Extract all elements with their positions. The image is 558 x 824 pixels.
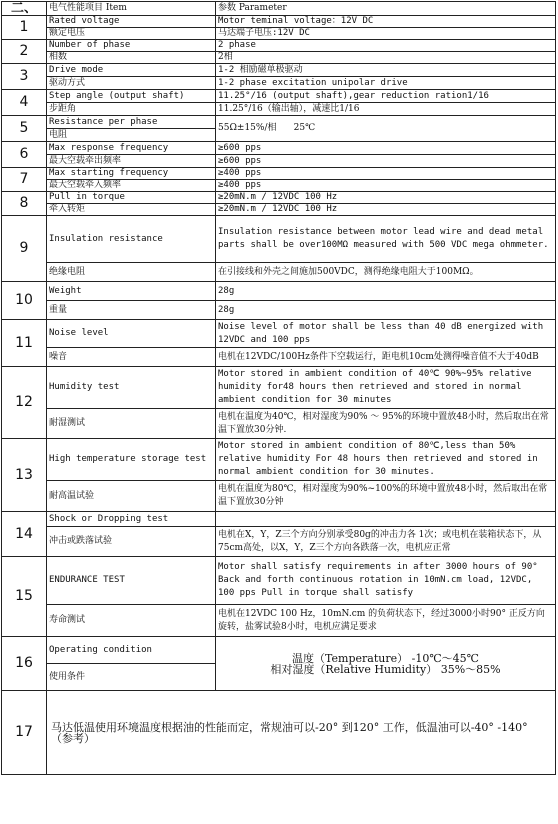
item-cn: 重量 [47,301,216,320]
item-en: Shock or Dropping test [47,512,216,527]
table-row [2,282,556,301]
param-cn: 2相 [216,52,556,64]
item-en: Noise level [47,320,216,348]
row-number: 9 [2,216,47,282]
operating-condition-param [216,637,556,691]
item-en: Pull in torque [47,192,216,204]
table-row [2,263,556,282]
row-number: 11 [2,320,47,367]
param-cn: 在引接线和外壳之间施加500VDC，测得绝缘电阻大于100MΩ。 [216,263,556,282]
item-cn: 最大空载牵入频率 [47,180,216,192]
param-en [216,512,556,527]
param-cn: 马达端子电压:12V DC [216,28,556,40]
table-row [2,557,556,605]
param-en: Motor shall satisfy requirements in after 3000 hours of 90° Back and forth continuous rotation in 10mN.cm load, 12VDC, 100 pps Pull in torque shall satisfy [216,557,556,605]
item-cn: 冲击或跌落试验 [47,527,216,557]
item-en: Max starting frequency [47,168,216,180]
table-row [2,605,556,637]
row-number: 1 [2,16,47,40]
param-cn: 1-2 phase excitation unipolar drive [216,77,556,90]
param-en: 1-2 相励磁单极驱动 [216,64,556,77]
table-row [2,28,556,40]
table-row [2,320,556,348]
header-section-number: 二、 [2,2,47,16]
param-en: ≥400 pps [216,168,556,180]
row-number: 6 [2,142,47,168]
param-en: Motor stored in ambient condition of 80℃,less than 50% relative humidity For 48 hours then retrieved and stored in normal ambient condition for 30 minutes. [216,439,556,481]
item-en: Step angle (output shaft) [47,90,216,103]
table-row [2,180,556,192]
row-number: 10 [2,282,47,320]
item-cn: 牵入转矩 [47,204,216,216]
item-cn: 耐湿测试 [47,409,216,439]
table-row [2,348,556,367]
param-en: ≥600 pps [216,142,556,155]
item-en: Weight [47,282,216,301]
item-en: Insulation resistance [47,216,216,263]
table-row [2,168,556,180]
temperature-range: 温度（Temperature） -10℃～45℃ [292,651,479,665]
table-row [2,40,556,52]
item-en: Number of phase [47,40,216,52]
table-row [2,512,556,527]
table-row [2,481,556,512]
item-en: High temperature storage test [47,439,216,481]
item-cn: 最大空载牵出频率 [47,155,216,168]
table-row [2,64,556,77]
param-en: ≥20mN.m / 12VDC 100 Hz [216,192,556,204]
param-cn: ≥400 pps [216,180,556,192]
row-number: 17 [2,691,47,775]
table-row [2,204,556,216]
item-cn: 步距角 [47,103,216,116]
param-cn: 11.25°/16（输出轴），减速比1/16 [216,103,556,116]
table-row [2,116,556,129]
table-row [2,77,556,90]
row-number: 15 [2,557,47,637]
electrical-spec-table [1,1,556,775]
row-number: 2 [2,40,47,64]
param-en: Insulation resistance between motor lead wire and dead metal parts shall be over100MΩ measured with 500 VDC mega ohmmeter. [216,216,556,263]
item-cn: 绝缘电阻 [47,263,216,282]
row-number: 16 [2,637,47,691]
row-number: 14 [2,512,47,557]
param-cn: 电机在温度为80℃，相对湿度为90%~100%的环境中置放48小时，然后取出在常温下置放30分钟 [216,481,556,512]
header-row [2,2,556,16]
humidity-range: 相对湿度（Relative Humidity） 35%～85% [270,662,501,676]
row-number: 8 [2,192,47,216]
row-number: 5 [2,116,47,142]
item-cn: 额定电压 [47,28,216,40]
item-en: Rated voltage [47,16,216,28]
item-en: Humidity test [47,367,216,409]
param-cn: 电机在12VDC 100 Hz，10mN.cm 的负荷状态下，经过3000小时90° 正反方向旋转，盐雾试验8小时，电机应满足要求 [216,605,556,637]
param-en: 11.25°/16 (output shaft),gear reduction ration1/16 [216,90,556,103]
table-row [2,142,556,155]
row-number: 12 [2,367,47,439]
param-cn: 电机在X，Y，Z三个方向分别承受80g的冲击力各 1次；或电机在装箱状态下，从75cm高处，以X，Y，Z三个方向各跌落一次，电机应正常 [216,527,556,557]
table-row [2,409,556,439]
item-en: Max response frequency [47,142,216,155]
table-row [2,301,556,320]
header-item: 电气性能项目 Item [47,2,216,16]
item-cn: 寿命测试 [47,605,216,637]
param-resistance: 55Ω±15%/相 25℃ [216,116,556,142]
item-cn: 电阻 [47,129,216,142]
item-en: Operating condition [47,637,216,664]
param-en: Motor teminal voltage：12V DC [216,16,556,28]
table-row [2,637,556,664]
header-parameter: 参数 Parameter [216,2,556,16]
item-en: ENDURANCE TEST [47,557,216,605]
row-number: 7 [2,168,47,192]
table-row [2,103,556,116]
item-cn: 噪音 [47,348,216,367]
table-row [2,527,556,557]
table-row [2,439,556,481]
table-row [2,52,556,64]
table-row [2,192,556,204]
param-cn: ≥20mN.m / 12VDC 100 Hz [216,204,556,216]
param-cn: 28g [216,301,556,320]
table-row [2,155,556,168]
table-row [2,216,556,263]
param-cn: ≥600 pps [216,155,556,168]
table-row [2,691,556,775]
row-number: 3 [2,64,47,90]
item-en: Resistance per phase [47,116,216,129]
param-en: Motor stored in ambient condition of 40℃ 90%~95% relative humidity for48 hours then retrieved and stored in normal ambient condition for 30 minutes [216,367,556,409]
item-en: Drive mode [47,64,216,77]
item-cn: 耐高温试验 [47,481,216,512]
item-cn: 驱动方式 [47,77,216,90]
low-temperature-note: 马达低温使用环境温度根据油的性能而定，常规油可以-20° 到120° 工作，低温油可以-40° -140° （参考） [47,691,556,775]
param-en: 28g [216,282,556,301]
table-row [2,367,556,409]
item-cn: 使用条件 [47,664,216,691]
item-cn: 相数 [47,52,216,64]
param-cn: 电机在12VDC/100Hz条件下空载运行，距电机10cm处测得噪音值不大于40dB [216,348,556,367]
table-row [2,90,556,103]
row-number: 13 [2,439,47,512]
param-cn: 电机在温度为40℃，相对湿度为90% ～ 95%的环境中置放48小时，然后取出在常温下置放30分钟. [216,409,556,439]
table-row [2,16,556,28]
param-en: Noise level of motor shall be less than 40 dB energized with 12VDC and 100 pps [216,320,556,348]
param-en: 2 phase [216,40,556,52]
row-number: 4 [2,90,47,116]
